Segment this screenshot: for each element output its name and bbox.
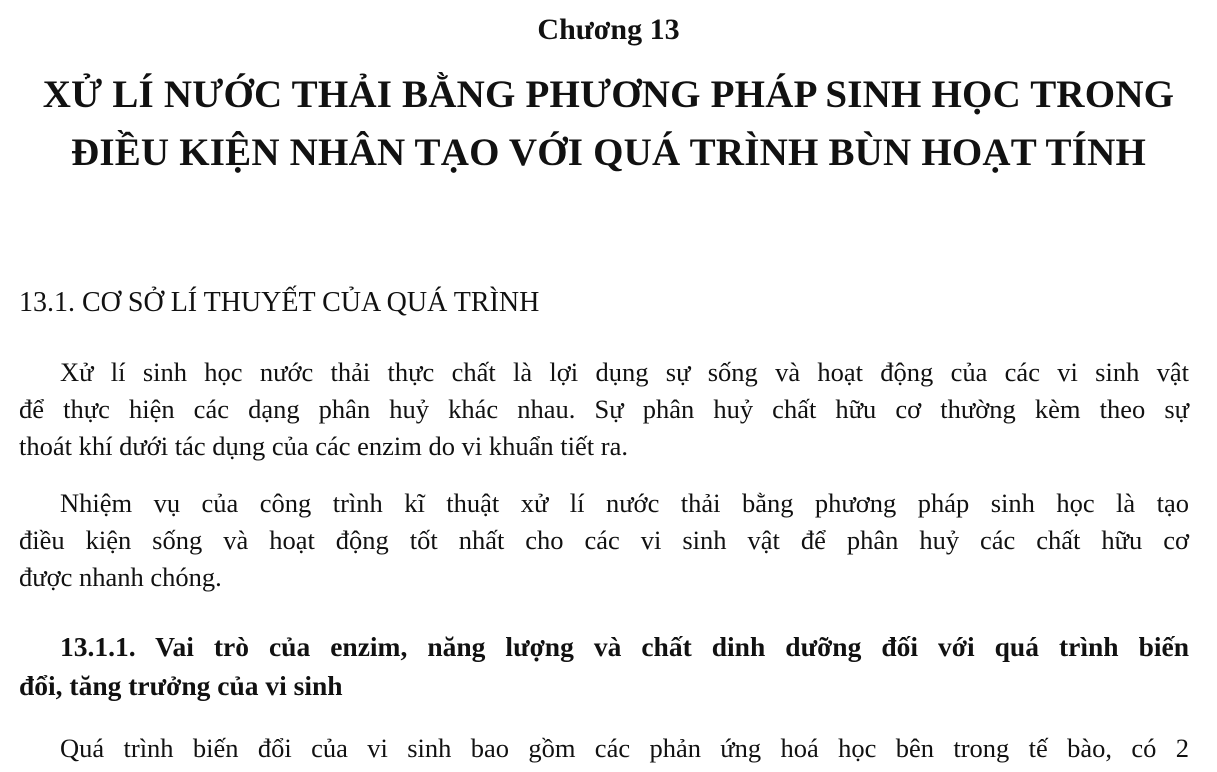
paragraph-line: được nhanh chóng. — [19, 562, 222, 592]
paragraph-line: Nhiệm vụ của công trình kĩ thuật xử lí nước thải bằng phương pháp sinh học là tạo — [60, 488, 1189, 518]
subsection-heading-line: đổi, tăng trưởng của vi sinh — [19, 670, 343, 701]
paragraph-line: Quá trình biến đổi của vi sinh bao gồm các phản ứng hoá học bên trong tế bào, có 2 — [60, 733, 1189, 763]
chapter-title-line: XỬ LÍ NƯỚC THẢI BẰNG PHƯƠNG PHÁP SINH HỌC TRONG — [42, 73, 1175, 116]
paragraph — [19, 354, 1189, 465]
subsection-heading-line: 13.1.1. Vai trò của enzim, năng lượng và chất dinh dưỡng đối với quá trình biến — [60, 631, 1189, 662]
paragraph-line: Xử lí sinh học nước thải thực chất là lợi dụng sự sống và hoạt động của các vi sinh vật — [60, 357, 1189, 387]
paragraph-line: để thực hiện các dạng phân huỷ khác nhau. Sự phân huỷ chất hữu cơ thường kèm theo sự — [19, 394, 1189, 424]
chapter-label: Chương 13 — [537, 13, 680, 46]
paragraph — [19, 485, 1189, 596]
paragraph — [19, 730, 1189, 767]
chapter-title-line: ĐIỀU KIỆN NHÂN TẠO VỚI QUÁ TRÌNH BÙN HOẠT TÍNH — [70, 131, 1147, 174]
section-heading: 13.1. CƠ SỞ LÍ THUYẾT CỦA QUÁ TRÌNH — [19, 287, 540, 318]
paragraph-line: điều kiện sống và hoạt động tốt nhất cho các vi sinh vật để phân huỷ các chất hữu cơ — [19, 525, 1189, 555]
paragraph-line: thoát khí dưới tác dụng của các enzim do vi khuẩn tiết ra. — [19, 431, 628, 461]
chapter-title — [0, 66, 1217, 182]
subsection-heading — [19, 627, 1189, 705]
